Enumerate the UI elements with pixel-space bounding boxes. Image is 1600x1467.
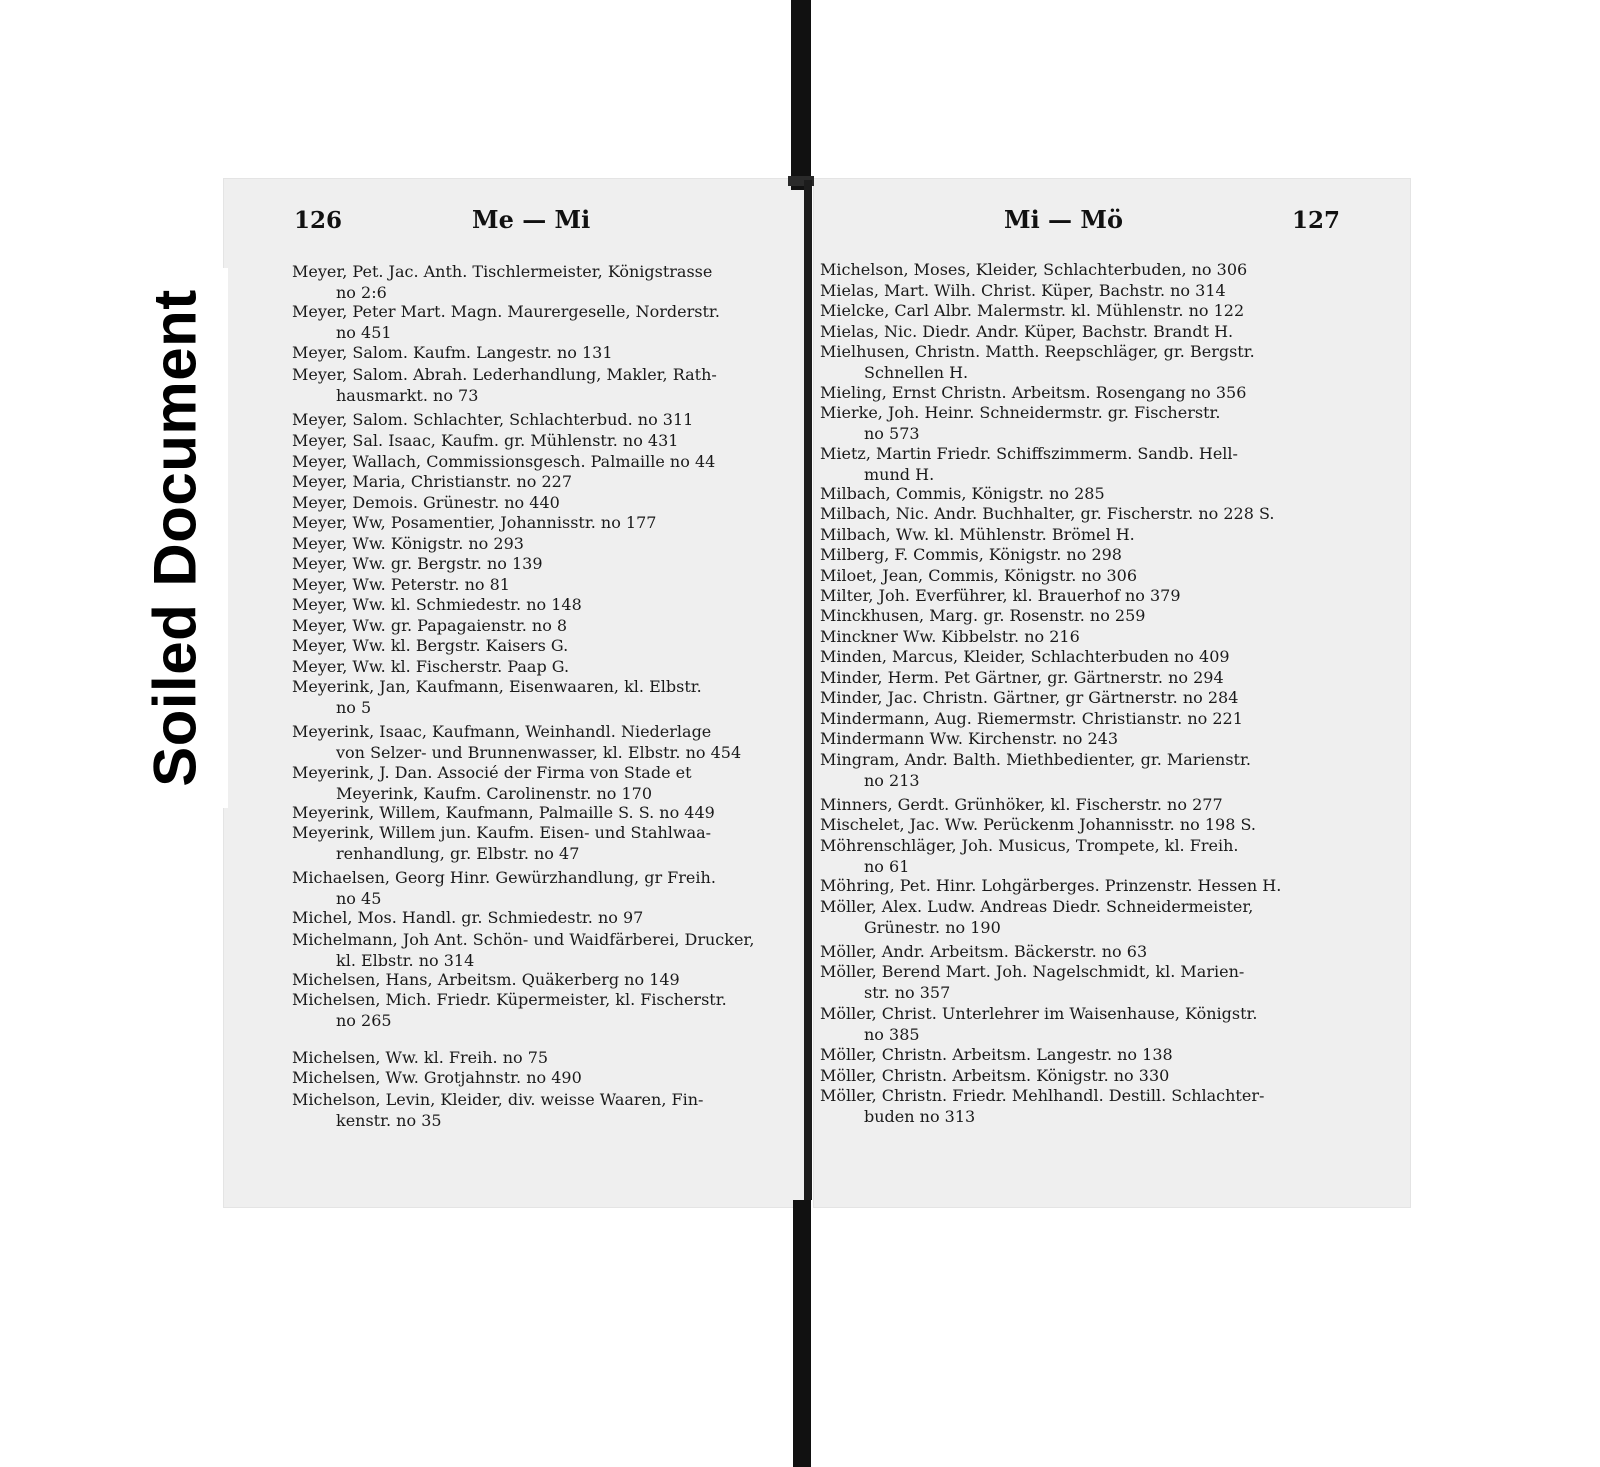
entry-line: Michelson, Levin, Kleider, div. weisse Waaren, Fin- [292, 1090, 704, 1109]
entry-line: Meyer, Salom. Kaufm. Langestr. no 131 [292, 343, 613, 362]
entry-line: Meyer, Demois. Grünestr. no 440 [292, 493, 560, 512]
entry-line: Meyer, Maria, Christianstr. no 227 [292, 472, 572, 491]
right-directory-entry [820, 1004, 1340, 1045]
entry-line: Meyerink, Willem jun. Kaufm. Eisen- und Stahlwaa- [292, 823, 712, 842]
entry-continuation-line: Meyerink, Kaufm. Carolinenstr. no 170 [336, 783, 652, 803]
entry-line: Michelsen, Mich. Friedr. Küpermeister, kl. Fischerstr. [292, 990, 727, 1009]
entry-line: Meyer, Ww. gr. Papagaienstr. no 8 [292, 616, 568, 635]
right-directory-entry [820, 403, 1340, 444]
entry-continuation-line: no 5 [336, 697, 372, 717]
left-directory-entry [292, 431, 792, 452]
entry-continuation-line: Grünestr. no 190 [864, 917, 1001, 937]
entry-continuation-line: mund H. [864, 464, 935, 484]
entry-line: Mietz, Martin Friedr. Schiffszimmerm. Sandb. Hell- [820, 444, 1238, 463]
right-directory-entry [820, 586, 1340, 607]
entry-line: Möller, Christn. Arbeitsm. Königstr. no 330 [820, 1066, 1170, 1085]
entry-line: Michelson, Moses, Kleider, Schlachterbuden, no 306 [820, 260, 1248, 279]
left-directory-entry [292, 302, 792, 343]
entry-line: Michel, Mos. Handl. gr. Schmiedestr. no 97 [292, 908, 644, 927]
right-directory-entry [820, 795, 1340, 816]
entry-line: Möhring, Pet. Hinr. Lohgärberges. Prinzenstr. Hessen H. [820, 876, 1282, 895]
right-directory-entry [820, 815, 1340, 836]
entry-continuation-line: no 265 [336, 1010, 392, 1030]
entry-line: Mingram, Andr. Balth. Miethbedienter, gr. Marienstr. [820, 750, 1251, 769]
entry-continuation-line: no 61 [864, 856, 910, 876]
left-directory-entry [292, 908, 792, 929]
entry-continuation-line: buden no 313 [864, 1106, 976, 1126]
entry-line: Michelsen, Ww. Grotjahnstr. no 490 [292, 1068, 582, 1087]
right-directory-entry [820, 301, 1340, 322]
entry-line: Michelsen, Ww. kl. Freih. no 75 [292, 1048, 549, 1067]
entry-line: Minder, Herm. Pet Gärtner, gr. Gärtnerstr. no 294 [820, 668, 1224, 687]
right-page-number: 127 [1292, 207, 1341, 234]
right-directory-entry [820, 342, 1340, 383]
entry-line: Minder, Jac. Christn. Gärtner, gr Gärtnerstr. no 284 [820, 688, 1239, 707]
left-directory-entry [292, 575, 792, 596]
left-directory-entry [292, 636, 792, 657]
entry-line: Meyer, Ww. kl. Fischerstr. Paap G. [292, 657, 570, 676]
left-directory-entry [292, 970, 792, 991]
entry-line: Milberg, F. Commis, Königstr. no 298 [820, 545, 1122, 564]
right-directory-entry [820, 627, 1340, 648]
entry-line: Meyer, Ww, Posamentier, Johannisstr. no 177 [292, 513, 657, 532]
right-directory-entry [820, 668, 1340, 689]
entry-line: Michelmann, Joh Ant. Schön- und Waidfärberei, Drucker, [292, 930, 755, 949]
entry-line: Michelsen, Hans, Arbeitsm. Quäkerberg no 149 [292, 970, 680, 989]
right-directory-entry [820, 383, 1340, 404]
entry-continuation-line: no 451 [336, 322, 392, 342]
entry-line: Milter, Joh. Everführer, kl. Brauerhof no 379 [820, 586, 1181, 605]
right-directory-entry [820, 897, 1340, 938]
entry-line: Meyer, Pet. Jac. Anth. Tischlermeister, Königstrasse [292, 262, 713, 281]
left-directory-entry [292, 1090, 792, 1131]
left-directory-entry [292, 493, 792, 514]
entry-line: Meyerink, J. Dan. Associé der Firma von Stade et [292, 763, 692, 782]
entry-line: Milbach, Commis, Königstr. no 285 [820, 484, 1105, 503]
entry-continuation-line: no 385 [864, 1024, 920, 1044]
right-directory-entry [820, 545, 1340, 566]
right-directory-entry [820, 260, 1340, 281]
right-directory-entry [820, 750, 1340, 791]
left-directory-entry [292, 677, 792, 718]
entry-line: Möller, Christ. Unterlehrer im Waisenhause, Königstr. [820, 1004, 1258, 1023]
entry-continuation-line: Schnellen H. [864, 362, 969, 382]
entry-line: Meyer, Ww. gr. Bergstr. no 139 [292, 554, 543, 573]
right-directory-entry [820, 322, 1340, 343]
entry-line: Meyer, Ww. kl. Schmiedestr. no 148 [292, 595, 582, 614]
left-directory-entry [292, 410, 792, 431]
entry-continuation-line: hausmarkt. no 73 [336, 385, 479, 405]
entry-line: Meyerink, Jan, Kaufmann, Eisenwaaren, kl. Elbstr. [292, 677, 702, 696]
right-directory-entry [820, 484, 1340, 505]
entry-line: Meyer, Wallach, Commissionsgesch. Palmaille no 44 [292, 452, 716, 471]
entry-continuation-line: no 573 [864, 423, 920, 443]
left-directory-entry [292, 365, 792, 406]
entry-line: Möller, Christn. Arbeitsm. Langestr. no 138 [820, 1045, 1173, 1064]
entry-line: Mielcke, Carl Albr. Malermstr. kl. Mühlenstr. no 122 [820, 301, 1245, 320]
entry-line: Mischelet, Jac. Ww. Perückenm Johannisstr. no 198 S. [820, 815, 1256, 834]
left-directory-entry [292, 823, 792, 864]
entry-line: Möller, Christn. Friedr. Mehlhandl. Destill. Schlachter- [820, 1086, 1265, 1105]
entry-line: Möller, Berend Mart. Joh. Nagelschmidt, kl. Marien- [820, 962, 1245, 981]
entry-line: Meyer, Salom. Abrah. Lederhandlung, Makler, Rath- [292, 365, 717, 384]
entry-line: Mielhusen, Christn. Matth. Reepschläger, gr. Bergstr. [820, 342, 1255, 361]
left-directory-entry [292, 930, 792, 971]
right-directory-entry [820, 688, 1340, 709]
entry-line: Möller, Andr. Arbeitsm. Bäckerstr. no 63 [820, 942, 1148, 961]
left-directory-entry [292, 763, 792, 804]
entry-line: Mindermann, Aug. Riemermstr. Christianstr. no 221 [820, 709, 1243, 728]
left-directory-entry [292, 452, 792, 473]
left-directory-entry [292, 595, 792, 616]
entry-line: Mierke, Joh. Heinr. Schneidermstr. gr. Fischerstr. [820, 403, 1221, 422]
left-directory-entry [292, 868, 792, 909]
left-directory-entry [292, 722, 792, 763]
entry-line: Mielas, Nic. Diedr. Andr. Küper, Bachstr. Brandt H. [820, 322, 1234, 341]
entry-line: Mindermann Ww. Kirchenstr. no 243 [820, 729, 1119, 748]
entry-continuation-line: kl. Elbstr. no 314 [336, 950, 475, 970]
entry-line: Michaelsen, Georg Hinr. Gewürzhandlung, gr Freih. [292, 868, 716, 887]
right-page-header: Mi — Mö [1004, 205, 1123, 234]
left-directory-entry [292, 554, 792, 575]
right-directory-entry [820, 942, 1340, 963]
left-directory-entry [292, 803, 792, 824]
entry-line: Möller, Alex. Ludw. Andreas Diedr. Schneidermeister, [820, 897, 1254, 916]
entry-line: Möhrenschläger, Joh. Musicus, Trompete, kl. Freih. [820, 836, 1239, 855]
right-directory-entry [820, 504, 1340, 525]
entry-line: Minners, Gerdt. Grünhöker, kl. Fischerstr. no 277 [820, 795, 1223, 814]
left-directory-entry [292, 343, 792, 364]
right-directory-entry [820, 1045, 1340, 1066]
entry-line: Mielas, Mart. Wilh. Christ. Küper, Bachstr. no 314 [820, 281, 1226, 300]
left-directory-entry [292, 1048, 792, 1069]
entry-line: Meyer, Ww. kl. Bergstr. Kaisers G. [292, 636, 569, 655]
entry-line: Meyerink, Willem, Kaufmann, Palmaille S. S. no 449 [292, 803, 715, 822]
left-page-header: Me — Mi [472, 205, 591, 234]
soiled-document-label: Soiled Document [141, 289, 209, 787]
book-gutter [804, 180, 812, 1200]
right-directory-entry [820, 606, 1340, 627]
binding-strip-bottom [793, 1200, 811, 1467]
entry-line: Mieling, Ernst Christn. Arbeitsm. Rosengang no 356 [820, 383, 1247, 402]
right-directory-entry [820, 647, 1340, 668]
right-directory-entry [820, 566, 1340, 587]
entry-line: Meyer, Peter Mart. Magn. Maurergeselle, Norderstr. [292, 302, 720, 321]
right-directory-entry [820, 709, 1340, 730]
entry-line: Meyer, Sal. Isaac, Kaufm. gr. Mühlenstr. no 431 [292, 431, 679, 450]
right-directory-entry [820, 525, 1340, 546]
entry-line: Meyer, Ww. Königstr. no 293 [292, 534, 524, 553]
right-directory-entry [820, 836, 1340, 877]
left-directory-entry [292, 616, 792, 637]
left-directory-entry [292, 1068, 792, 1089]
binding-strip-top [791, 0, 811, 190]
left-page-number: 126 [294, 207, 343, 234]
left-directory-entry [292, 513, 792, 534]
entry-line: Meyer, Salom. Schlachter, Schlachterbud. no 311 [292, 410, 694, 429]
entry-continuation-line: str. no 357 [864, 982, 951, 1002]
entry-continuation-line: no 45 [336, 888, 382, 908]
right-directory-entry [820, 444, 1340, 485]
left-directory-entry [292, 262, 792, 303]
entry-line: Meyerink, Isaac, Kaufmann, Weinhandl. Niederlage [292, 722, 712, 741]
left-directory-entry [292, 990, 792, 1031]
right-directory-entry [820, 729, 1340, 750]
entry-line: Milbach, Ww. kl. Mühlenstr. Brömel H. [820, 525, 1135, 544]
left-directory-entry [292, 534, 792, 555]
entry-line: Miloet, Jean, Commis, Königstr. no 306 [820, 566, 1138, 585]
right-directory-entry [820, 1066, 1340, 1087]
entry-continuation-line: renhandlung, gr. Elbstr. no 47 [336, 843, 580, 863]
right-directory-entry [820, 876, 1340, 897]
entry-line: Meyer, Ww. Peterstr. no 81 [292, 575, 510, 594]
left-directory-entry [292, 472, 792, 493]
right-directory-entry [820, 1086, 1340, 1127]
entry-continuation-line: von Selzer- und Brunnenwasser, kl. Elbstr. no 454 [336, 742, 742, 762]
right-directory-entry [820, 962, 1340, 1003]
entry-line: Minckner Ww. Kibbelstr. no 216 [820, 627, 1080, 646]
entry-continuation-line: no 213 [864, 770, 920, 790]
entry-continuation-line: no 2:6 [336, 282, 387, 302]
entry-line: Minden, Marcus, Kleider, Schlachterbuden no 409 [820, 647, 1230, 666]
entry-line: Minckhusen, Marg. gr. Rosenstr. no 259 [820, 606, 1146, 625]
entry-line: Milbach, Nic. Andr. Buchhalter, gr. Fischerstr. no 228 S. [820, 504, 1275, 523]
left-directory-entry [292, 657, 792, 678]
right-directory-entry [820, 281, 1340, 302]
entry-continuation-line: kenstr. no 35 [336, 1110, 442, 1130]
